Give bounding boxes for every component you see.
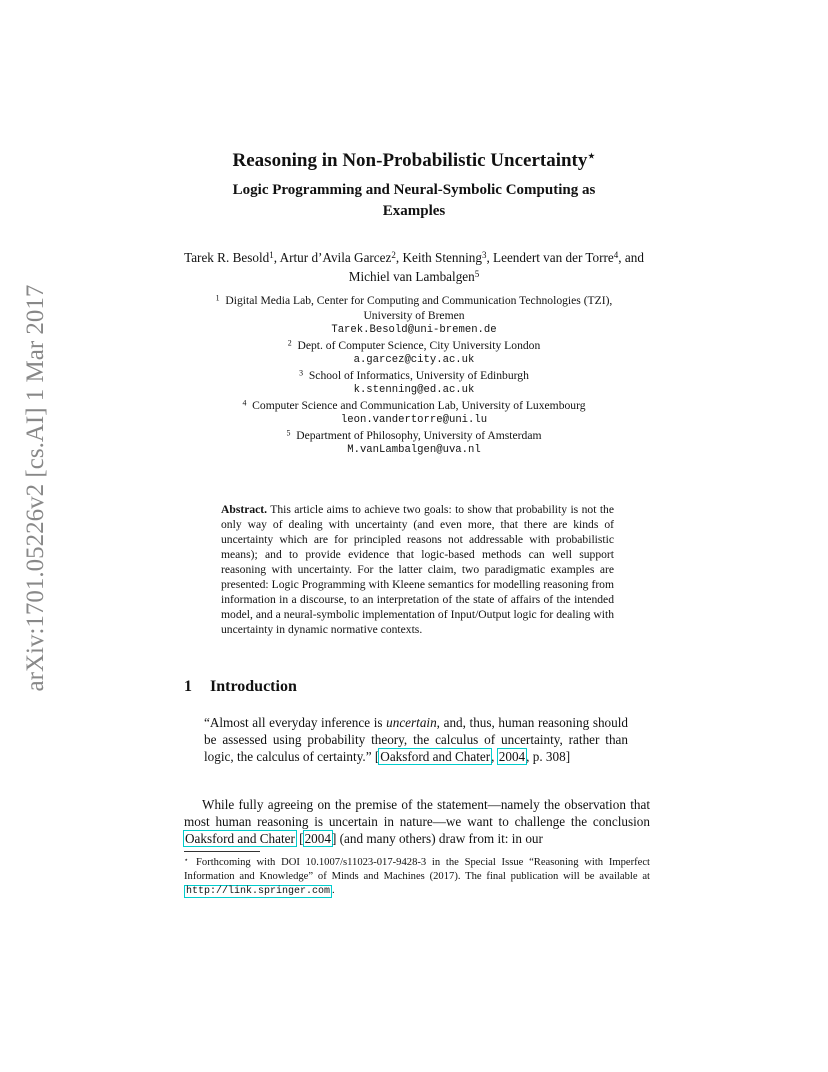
affiliation-line (170, 428, 658, 443)
author: Keith Stenning (402, 250, 482, 265)
quote-text: , and, thus, human reasoning should be assessed using probability theory, the calculus of uncertainty, rather than logic, the calculus of certainty.” (204, 715, 628, 764)
affiliation-name: Dept. of Computer Science, City University London (297, 339, 541, 352)
affiliation-email: Tarek.Besold@uni-bremen.de (331, 324, 497, 336)
author-affil-num: 5 (474, 268, 480, 279)
affiliation-email: a.garcez@city.ac.uk (353, 354, 475, 366)
paragraph-text: (and many others) draw from it: in our (336, 831, 543, 846)
author: Tarek R. Besold (184, 250, 270, 265)
body-paragraph: While fully agreeing on the premise of the statement—namely the observation that most human reasoning is uncertain in nature—we want to challenge the conclusion Oaksford and Chater [2004] (and many others) draw from it: in our (184, 797, 650, 846)
affiliation-line (170, 368, 658, 383)
paragraph-text: While fully agreeing on the premise of the statement—namely the observation that most human reasoning is uncertain in nature—we want to challenge the conclusion (184, 797, 650, 829)
quote-emphasis: uncertain (386, 715, 437, 730)
affiliation-line (170, 338, 658, 353)
section-number: 1 (184, 678, 192, 695)
abstract-label: Abstract. (221, 503, 268, 516)
author-affil-num: 1 (269, 249, 274, 260)
title-text: Reasoning in Non-Probabilistic Uncertainty (232, 150, 588, 171)
epigraph-quote (204, 714, 628, 765)
author-conjunction: and (624, 250, 644, 265)
citation-year-link[interactable]: 2004 (498, 749, 526, 764)
abstract (221, 502, 614, 637)
quote-bracket: [ (374, 749, 380, 764)
affiliation-name: Computer Science and Communication Lab, University of Luxembourg (252, 399, 586, 412)
affiliation-name: Department of Philosophy, University of Amsterdam (296, 429, 542, 442)
affiliation-email: k.stenning@ed.ac.uk (353, 384, 475, 396)
affiliation-line (170, 398, 658, 413)
author-affil-num: 4 (613, 249, 619, 260)
footnote-url-link[interactable]: http://link.springer.com (186, 886, 331, 897)
author-separator: , (273, 250, 280, 265)
affiliation-email: leon.vandertorre@uni.lu (340, 414, 488, 426)
quote-text: “Almost all everyday inference is (204, 715, 387, 730)
author-separator: , (486, 250, 494, 265)
author: Leendert van der Torre (493, 250, 614, 265)
subtitle-line-2: Examples (382, 203, 446, 219)
affiliation-num: 4 (242, 398, 247, 408)
arxiv-side-stamp: arXiv:1701.05226v2 [cs.AI] 1 Mar 2017 (22, 284, 49, 692)
section-title: Introduction (210, 678, 297, 695)
affiliation-num: 1 (215, 293, 220, 303)
section-heading (184, 678, 297, 696)
affiliation-num: 2 (287, 338, 292, 348)
author-affil-num: 2 (391, 249, 396, 260)
citation-link[interactable]: Oaksford and Chater (185, 831, 295, 846)
footnote-text: Forthcoming with DOI 10.1007/s11023-017-9428-3 in the Special Issue “Reasoning with Imperfect Information and Knowledge” of Minds and Machines (2017). The final publication will be available at (184, 857, 650, 882)
footnote-rule (184, 851, 260, 852)
citation-year-link[interactable]: 2004 (304, 831, 331, 846)
author: Michiel van Lambalgen (348, 269, 475, 284)
title-footnote-mark: ⋆ (587, 148, 596, 164)
author: Artur d’Avila Garcez (279, 250, 392, 265)
author-list (178, 248, 650, 286)
footnote-end: . (332, 885, 335, 896)
citation-link[interactable]: Oaksford and Chater (380, 749, 491, 764)
author-separator: , (618, 250, 625, 265)
quote-tail: , p. 308] (526, 749, 571, 764)
affiliation-list (170, 293, 658, 458)
affiliation-name: School of Informatics, University of Edinburgh (308, 369, 529, 382)
affiliation-line: University of Bremen (363, 309, 465, 322)
affiliation-num: 5 (286, 428, 291, 438)
subtitle-line-1: Logic Programming and Neural-Symbolic Computing as (232, 182, 596, 198)
affiliation-name: Digital Media Lab, Center for Computing and Communication Technologies (TZI), (225, 294, 613, 307)
footnote: ⋆ Forthcoming with DOI 10.1007/s11023-017-9428-3 in the Special Issue “Reasoning with Imperfect Information and Knowledge” of Minds and Machines (2017). The final publication will be available at http://link.springer.com . (184, 855, 650, 897)
affiliation-num: 3 (299, 368, 304, 378)
abstract-text: This article aims to achieve two goals: to show that probability is not the only way of dealing with uncertainty (and even more, that there are kinds of uncertainty which are for principled reasons not addressable with probabilistic means); and to provide evidence that logic-based methods can well support reasoning with uncertainty. For the latter claim, two paradigmatic examples are presented: Logic Programming with Kleene semantics for modelling reasoning from information in a discourse, to an interpretation of the state of affairs of the intended model, and a neural-symbolic implementation of Input/Output logic for dealing with uncertainty in dynamic normative contexts. (221, 503, 614, 636)
paper-subtitle (170, 180, 658, 222)
affiliation-email: M.vanLambalgen@uva.nl (347, 444, 481, 456)
citation-separator: , (491, 749, 498, 764)
affiliation-line (170, 293, 658, 308)
author-separator: , (395, 250, 403, 265)
author-affil-num: 3 (481, 249, 487, 260)
paper-title (150, 150, 678, 172)
